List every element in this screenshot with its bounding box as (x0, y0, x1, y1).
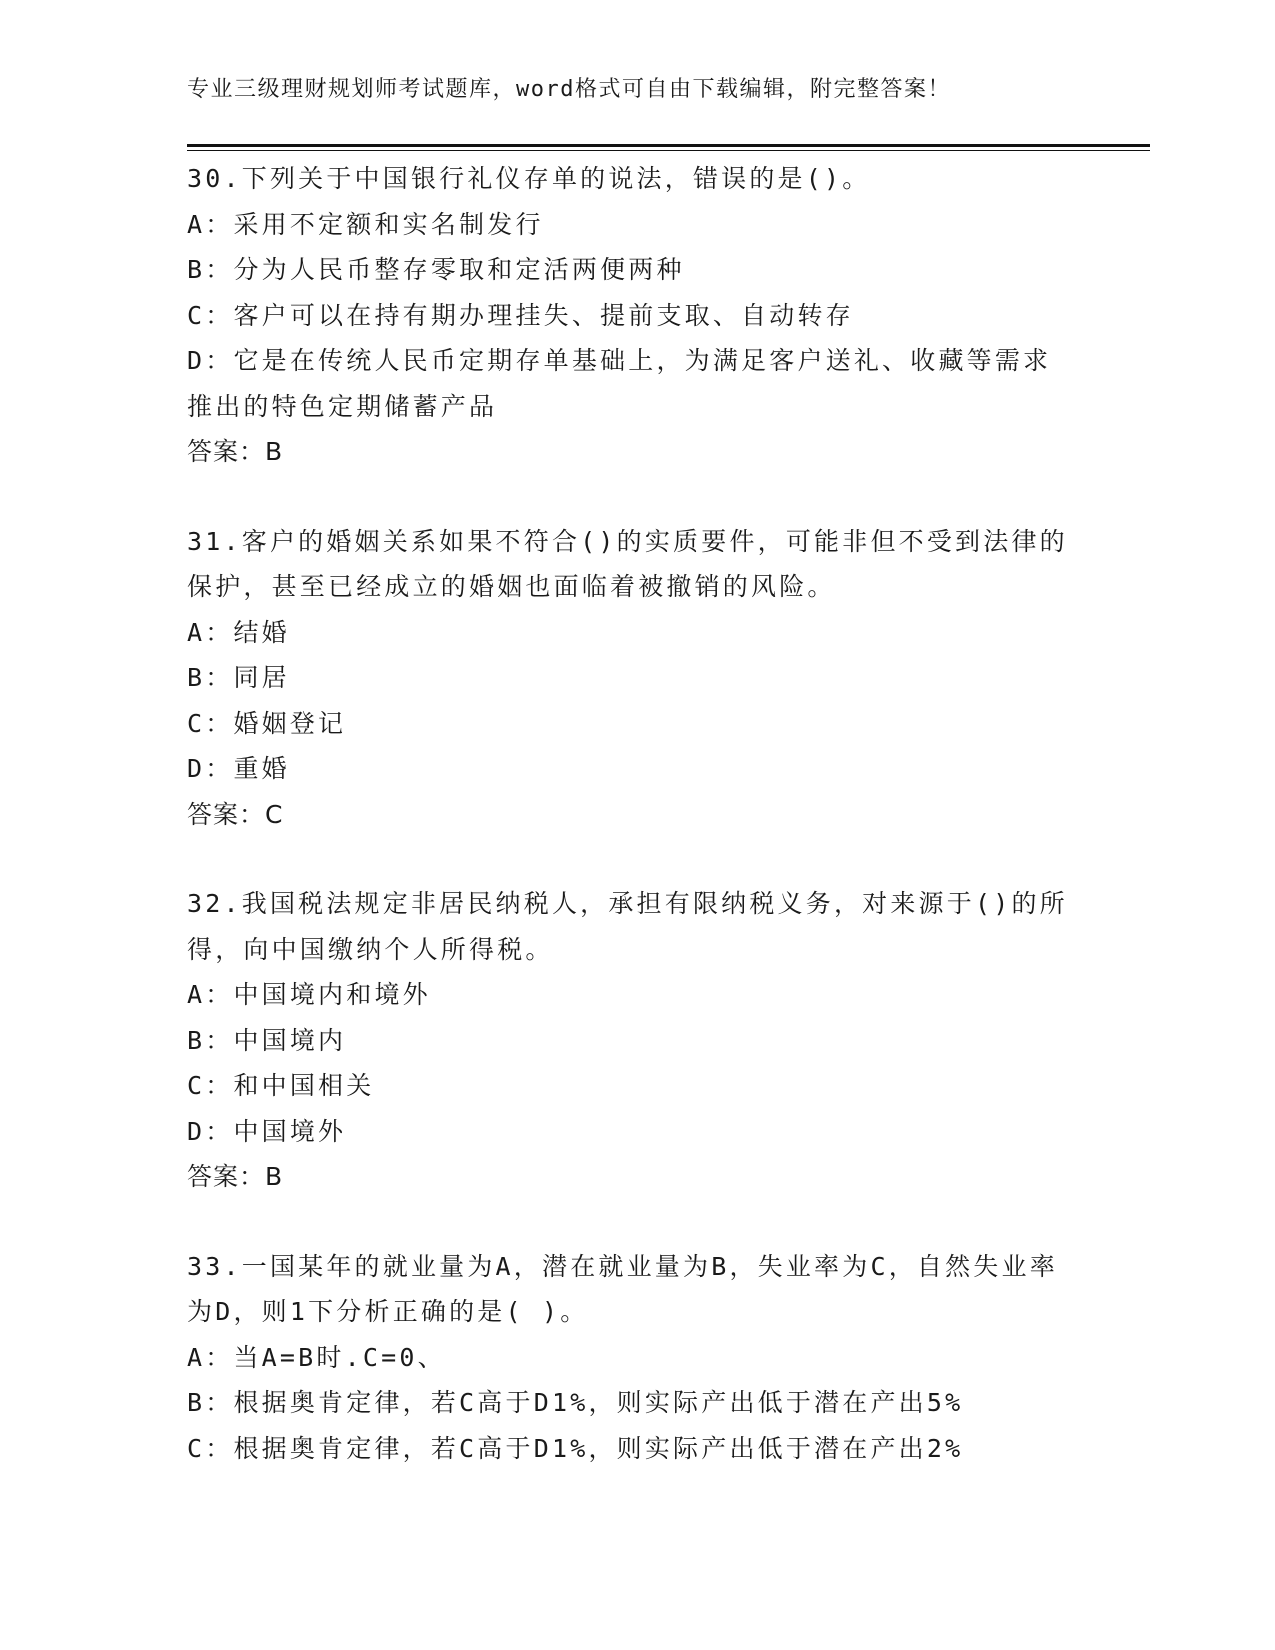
question-option: D：中国境外 (187, 1116, 347, 1146)
question-block (187, 519, 1077, 838)
answer-line: 答案：B (187, 1162, 284, 1191)
question-option: C：婚姻登记 (187, 708, 347, 738)
question-option: 推出的特色定期储蓄产品 (187, 391, 498, 421)
question-block (187, 881, 1077, 1200)
question-stem: 33.一国某年的就业量为A，潜在就业量为B，失业率为C，自然失业率 (187, 1251, 1058, 1281)
header-rule-thin (187, 150, 1150, 151)
question-list (187, 156, 1077, 1515)
question-option: A：中国境内和境外 (187, 980, 431, 1009)
question-stem: 为D，则1下分析正确的是( )。 (187, 1297, 589, 1326)
answer-line: 答案：B (187, 437, 284, 466)
question-option: D：它是在传统人民币定期存单基础上，为满足客户送礼、收藏等需求 (187, 346, 1052, 375)
question-stem: 得，向中国缴纳个人所得税。 (187, 934, 554, 964)
question-option: C：和中国相关 (187, 1071, 375, 1100)
question-option: B：同居 (187, 663, 290, 692)
question-option: A：采用不定额和实名制发行 (187, 209, 544, 239)
question-option: A：当A=B时.C=0、 (187, 1342, 446, 1372)
header-rule-thick (187, 144, 1150, 147)
question-option: A：结婚 (187, 617, 290, 647)
question-stem: 31.客户的婚姻关系如果不符合()的实质要件，可能非但不受到法律的 (187, 526, 1068, 556)
question-stem: 30.下列关于中国银行礼仪存单的说法，错误的是()。 (187, 164, 871, 193)
question-option: B：中国境内 (187, 1025, 347, 1055)
question-block (187, 1244, 1077, 1472)
question-option: C：根据奥肯定律，若C高于D1%，则实际产出低于潜在产出2% (187, 1433, 964, 1463)
question-option: C：客户可以在持有期办理挂失、提前支取、自动转存 (187, 300, 854, 330)
question-option: D：重婚 (187, 754, 290, 783)
question-stem: 保护，甚至已经成立的婚姻也面临着被撤销的风险。 (187, 572, 836, 601)
question-option: B：根据奥肯定律，若C高于D1%，则实际产出低于潜在产出5% (187, 1388, 964, 1417)
question-stem: 32.我国税法规定非居民纳税人，承担有限纳税义务，对来源于()的所 (187, 889, 1068, 918)
question-option: B：分为人民币整存零取和定活两便两种 (187, 255, 685, 284)
question-block (187, 156, 1077, 475)
answer-line: 答案：C (187, 799, 284, 829)
page-header: 专业三级理财规划师考试题库，word格式可自由下载编辑，附完整答案！ (187, 77, 951, 102)
